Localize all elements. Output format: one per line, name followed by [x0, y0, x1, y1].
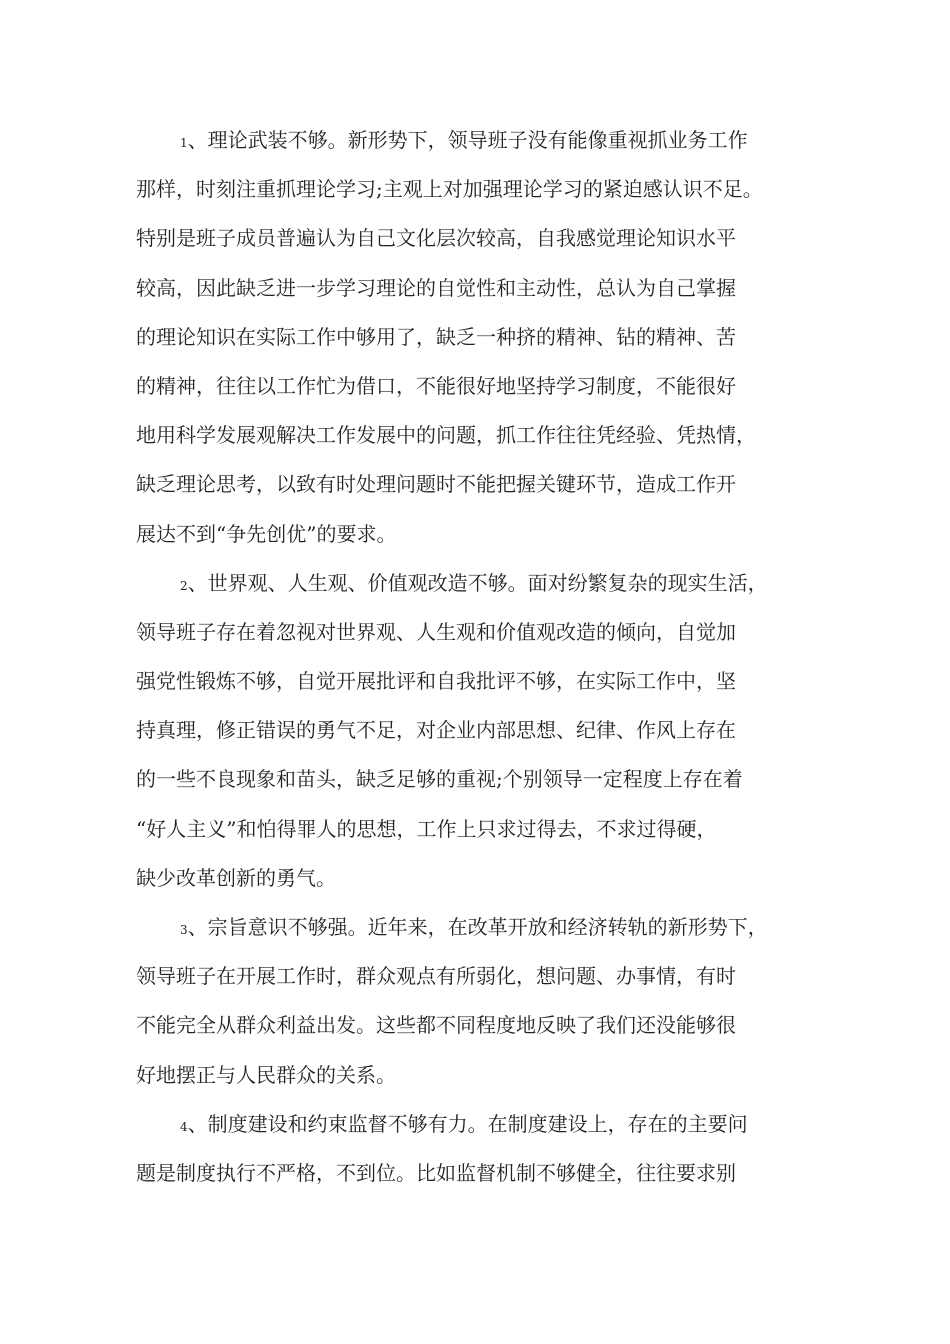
paragraph-1-line-5: 的理论知识在实际工作中够用了，缺乏一种挤的精神、钻的精神、苦 [136, 324, 736, 349]
paragraph-2-line-1 [136, 563, 836, 612]
line-text: 、理论武装不够。新形势下，领导班子没有能像重视抓业务工作 [187, 128, 748, 152]
line-text: 、制度建设和约束监督不够有力。在制度建设上，存在的主要问 [187, 1111, 748, 1136]
paragraph-1-line-3: 特别是班子成员普遍认为自己文化层次较高，自我感觉理论知识水平 [136, 226, 736, 251]
paragraph-3-line-1 [136, 907, 836, 956]
paragraph-3-line-2: 领导班子在开展工作时，群众观点有所弱化，想问题、办事情，有时 [136, 964, 736, 989]
paragraph-2-line-5: 的一些不良现象和苗头，缺乏足够的重视;个别领导一定程度上存在着 [136, 767, 743, 792]
paragraph-2-line-4: 持真理，修正错误的勇气不足，对企业内部思想、纪律、作风上存在 [136, 718, 736, 743]
paragraph-4-line-1 [136, 1104, 836, 1153]
line-text: 、世界观、人生观、价值观改造不够。面对纷繁复杂的现实生活， [187, 570, 768, 595]
paragraph-4-line-2: 题是制度执行不严格，不到位。比如监督机制不够健全，往往要求别 [136, 1160, 736, 1185]
paragraph-1-line-9: 展达不到“争先创优”的要求。 [136, 521, 397, 546]
paragraph-2-line-6: “好人主义”和怕得罪人的思想，工作上只求过得去，不求过得硬， [136, 816, 717, 841]
paragraph-1-line-7: 地用科学发展观解决工作发展中的问题，抓工作往往凭经验、凭热情， [136, 423, 756, 448]
paragraph-1-line-6: 的精神，往往以工作忙为借口，不能很好地坚持学习制度，不能很好 [136, 373, 736, 398]
paragraph-number: 1 [180, 136, 188, 150]
line-text: 、宗旨意识不够强。近年来，在改革开放和经济转轨的新形势下， [187, 915, 768, 939]
paragraph-number: 3 [180, 923, 188, 937]
paragraph-1-line-1 [136, 120, 836, 169]
paragraph-1-line-8: 缺乏理论思考，以致有时处理问题时不能把握关键环节，造成工作开 [136, 472, 736, 497]
document-body [136, 120, 836, 1202]
paragraph-number: 2 [180, 578, 188, 593]
paragraph-3-line-4: 好地摆正与人民群众的关系。 [136, 1062, 396, 1087]
paragraph-number: 4 [180, 1119, 188, 1134]
paragraph-3-line-3: 不能完全从群众利益出发。这些都不同程度地反映了我们还没能够很 [136, 1013, 736, 1038]
paragraph-1-line-4: 较高，因此缺乏进一步学习理论的自觉性和主动性，总认为自己掌握 [136, 275, 736, 300]
paragraph-2-line-3: 强党性锻炼不够，自觉开展批评和自我批评不够，在实际工作中，坚 [136, 669, 736, 694]
paragraph-2-line-2: 领导班子存在着忽视对世界观、人生观和价值观改造的倾向，自觉加 [136, 619, 736, 644]
paragraph-1-line-2: 那样，时刻注重抓理论学习;主观上对加强理论学习的紧迫感认识不足。 [136, 177, 763, 202]
paragraph-2-line-7: 缺少改革创新的勇气。 [136, 865, 336, 890]
